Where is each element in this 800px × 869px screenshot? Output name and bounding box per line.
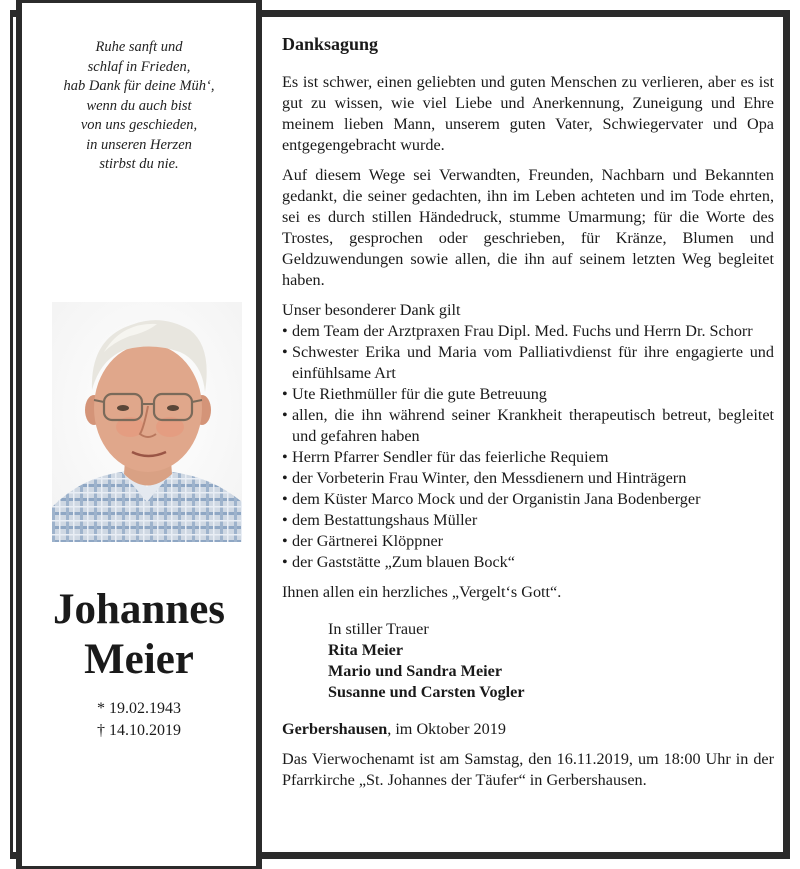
list-item: • der Gärtnerei Klöppner [282, 531, 774, 552]
mourner-name: Mario und Sandra Meier [328, 662, 503, 680]
list-item: • der Vorbeterin Frau Winter, den Messdienern und Hinträgern [282, 468, 774, 489]
list-item: • Schwester Erika und Maria vom Palliativdienst für ihre engagierte und einfühlsame Art [282, 342, 774, 384]
paragraph-1: Es ist schwer, einen geliebten und guten Menschen zu verlieren, aber es ist gut zu wissen, wie viel Liebe und Anerkennung, Zuneigung und Ehre meinem lieben Mann, unserem guten Vater, Schwiegervater und Opa entgegengebracht wurde. [282, 73, 774, 154]
list-item: • dem Bestattungshaus Müller [282, 510, 774, 531]
list-item: • dem Küster Marco Mock und der Organistin Jana Bodenberger [282, 489, 774, 510]
thanks-list [282, 321, 774, 573]
place-name: Gerbershausen [282, 720, 388, 738]
mass-info: Das Vierwochenamt ist am Samstag, den 16.11.2019, um 18:00 Uhr in der Pfarrkirche „St. Johannes der Täufer“ in Gerbershausen. [282, 750, 774, 789]
mourner-name: Rita Meier [328, 641, 404, 659]
notice-heading: Danksagung [282, 34, 379, 54]
list-item: • allen, die ihn während seiner Krankheit therapeutisch betreut, begleitet und gefahren haben [282, 405, 774, 447]
mourning-label: In stiller Trauer [328, 620, 429, 638]
mourner-name: Susanne und Carsten Vogler [328, 683, 525, 701]
poem-line: von uns geschieden, [80, 117, 198, 133]
poem-line: wenn du auch bist [86, 97, 192, 114]
portrait-photo [52, 302, 242, 542]
mourners-block [328, 619, 774, 703]
deceased-name [22, 585, 256, 685]
poem-line: stirbst du nie. [99, 156, 179, 172]
paragraph-2: Auf diesem Wege sei Verwandten, Freunden, Nachbarn und Bekannten gedankt, die seiner gedachten, ihn im Leben achteten und im Tode ehrten, sei es durch stillen Händedruck, stumme Umarmung; für die Worte des Trostes, gesprochen oder geschrieben, für Kränze, Blumen und Geldzuwendungen sowie allen, die ihn auf seinem letzten Weg begleitet haben. [282, 166, 774, 289]
place-date [282, 719, 774, 740]
thanks-intro: Unser besonderer Dank gilt [282, 301, 461, 319]
list-item: • der Gaststätte „Zum blauen Bock“ [282, 552, 774, 573]
left-column [16, 0, 262, 869]
list-item: • Herrn Pfarrer Sendler für das feierliche Requiem [282, 447, 774, 468]
death-date: † 14.10.2019 [97, 722, 181, 739]
poem-line: Ruhe sanft und [95, 39, 183, 55]
life-dates [22, 698, 256, 742]
poem-line: hab Dank für deine Müh‘, [63, 78, 215, 94]
poem-line: in unseren Herzen [86, 136, 192, 153]
notice-text [282, 34, 774, 791]
birth-date: * 19.02.1943 [97, 700, 181, 717]
list-item: • Ute Riethmüller für die gute Betreuung [282, 384, 774, 405]
poem [22, 38, 256, 175]
closing-line: Ihnen allen ein herzliches „Vergelt‘s Gott“. [282, 583, 562, 601]
place-date-text: , im Oktober 2019 [387, 720, 506, 738]
poem-line: schlaf in Frieden, [87, 58, 191, 75]
list-item: • dem Team der Arztpraxen Frau Dipl. Med. Fuchs und Herrn Dr. Schorr [282, 321, 774, 342]
last-name: Meier [84, 636, 194, 683]
first-name: Johannes [52, 586, 226, 633]
